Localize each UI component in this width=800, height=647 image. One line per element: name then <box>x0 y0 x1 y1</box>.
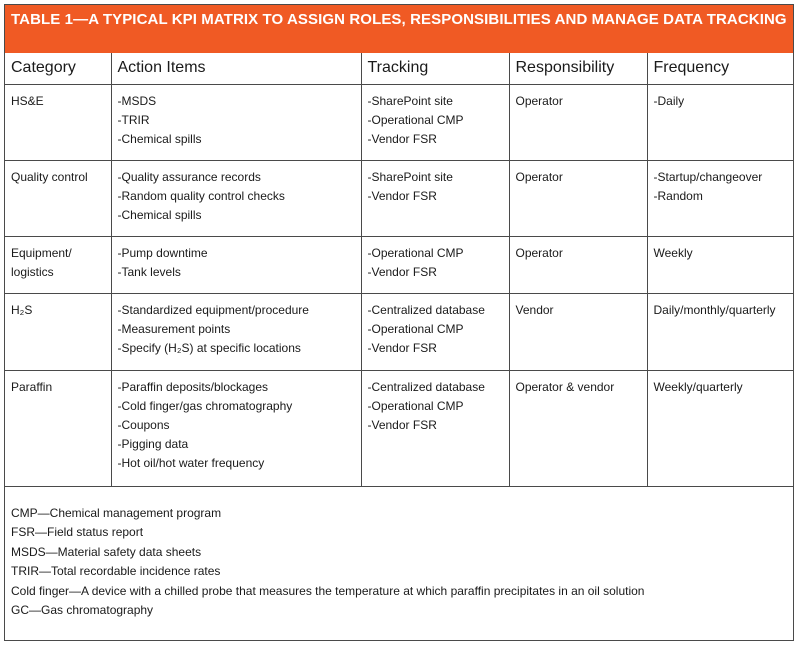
note-fsr: FSR—Field status report <box>11 525 144 539</box>
kpi-table-figure <box>4 4 794 641</box>
cell-line: -Centralized database <box>367 302 485 317</box>
cell-line: -Vendor FSR <box>367 417 437 432</box>
cell-line: -Operational CMP <box>367 398 464 413</box>
cell-line: -Quality assurance records <box>117 169 261 184</box>
cell-category <box>5 160 111 236</box>
cell-responsibility <box>509 370 647 486</box>
kpi-matrix-table <box>5 53 793 487</box>
table-row <box>5 160 793 236</box>
cell-action-items <box>111 160 361 236</box>
cell-line: -Pump downtime <box>117 245 208 260</box>
cell-category <box>5 84 111 160</box>
cell-line: -SharePoint site <box>367 169 453 184</box>
note-cold-finger: Cold finger—A device with a chilled probe that measures the temperature at which paraffin precipitates in an oil solution <box>11 583 645 598</box>
table-notes <box>5 487 793 621</box>
cell-line: -MSDS <box>117 93 157 108</box>
cell-action-items <box>111 293 361 370</box>
note-gc: GC—Gas chromatography <box>11 603 154 617</box>
cell-responsibility <box>509 84 647 160</box>
cell-responsibility <box>509 293 647 370</box>
cell-frequency <box>647 84 793 160</box>
cell-line: -Operational CMP <box>367 112 464 127</box>
cell-line: -Coupons <box>117 417 170 432</box>
cell-line: HS&E <box>11 93 44 108</box>
cell-tracking <box>361 293 509 370</box>
table-title: TABLE 1—A TYPICAL KPI MATRIX TO ASSIGN ROLES, RESPONSIBILITIES AND MANAGE DATA TRACKING <box>5 5 793 53</box>
cell-line: -Hot oil/hot water frequency <box>117 455 265 470</box>
cell-line: -Measurement points <box>117 321 231 336</box>
header-category: Category <box>5 53 111 84</box>
cell-line: -Paraffin deposits/blockages <box>117 379 269 394</box>
cell-line: -Tank levels <box>117 264 181 279</box>
cell-line: -Vendor FSR <box>367 340 437 355</box>
cell-frequency <box>647 370 793 486</box>
table-row <box>5 84 793 160</box>
cell-frequency <box>647 293 793 370</box>
cell-line: -Operational CMP <box>367 245 464 260</box>
cell-line: -Standardized equipment/procedure <box>117 302 309 317</box>
note-trir: TRIR—Total recordable incidence rates <box>11 564 221 578</box>
cell-line: H₂S <box>11 302 33 317</box>
cell-line: -Random <box>653 188 703 203</box>
cell-category <box>5 236 111 293</box>
cell-line: Operator <box>515 245 563 260</box>
cell-line: Daily/monthly/quarterly <box>653 302 776 317</box>
cell-tracking <box>361 370 509 486</box>
cell-line: -Cold finger/gas chromatography <box>117 398 293 413</box>
cell-line: -Pigging data <box>117 436 189 451</box>
cell-line: -Specify (H₂S) at specific locations <box>117 340 301 355</box>
cell-responsibility <box>509 236 647 293</box>
cell-line: Vendor <box>515 302 554 317</box>
cell-line: -Daily <box>653 93 685 108</box>
header-action-items: Action Items <box>111 53 361 84</box>
cell-line: Operator & vendor <box>515 379 615 394</box>
cell-line: Operator <box>515 93 563 108</box>
cell-category <box>5 370 111 486</box>
cell-tracking <box>361 84 509 160</box>
cell-tracking <box>361 160 509 236</box>
cell-line: -Chemical spills <box>117 207 202 222</box>
table-row <box>5 370 793 486</box>
cell-line: -Vendor FSR <box>367 188 437 203</box>
cell-line: -Centralized database <box>367 379 485 394</box>
cell-line: Weekly <box>653 245 693 260</box>
cell-line: Paraffin <box>11 379 53 394</box>
header-frequency: Frequency <box>647 53 793 84</box>
cell-action-items <box>111 370 361 486</box>
note-msds: MSDS—Material safety data sheets <box>11 544 202 559</box>
table-row <box>5 293 793 370</box>
cell-frequency <box>647 236 793 293</box>
cell-line: Operator <box>515 169 563 184</box>
cell-line: -Operational CMP <box>367 321 464 336</box>
cell-line: Weekly/quarterly <box>653 379 743 394</box>
cell-category <box>5 293 111 370</box>
cell-line: -Chemical spills <box>117 131 202 146</box>
cell-line: -Vendor FSR <box>367 131 437 146</box>
cell-line: -Startup/changeover <box>653 169 763 184</box>
cell-action-items <box>111 84 361 160</box>
cell-line: -Vendor FSR <box>367 264 437 279</box>
cell-frequency <box>647 160 793 236</box>
cell-line: -SharePoint site <box>367 93 453 108</box>
cell-tracking <box>361 236 509 293</box>
note-cmp: CMP—Chemical management program <box>11 505 222 520</box>
cell-line: -TRIR <box>117 112 150 127</box>
header-tracking: Tracking <box>361 53 509 84</box>
cell-line: logistics <box>11 264 54 279</box>
cell-line: Equipment/ <box>11 245 72 260</box>
header-row <box>5 53 793 84</box>
cell-action-items <box>111 236 361 293</box>
cell-line: -Random quality control checks <box>117 188 285 203</box>
table-row <box>5 236 793 293</box>
cell-responsibility <box>509 160 647 236</box>
header-responsibility: Responsibility <box>509 53 647 84</box>
cell-line: Quality control <box>11 169 88 184</box>
